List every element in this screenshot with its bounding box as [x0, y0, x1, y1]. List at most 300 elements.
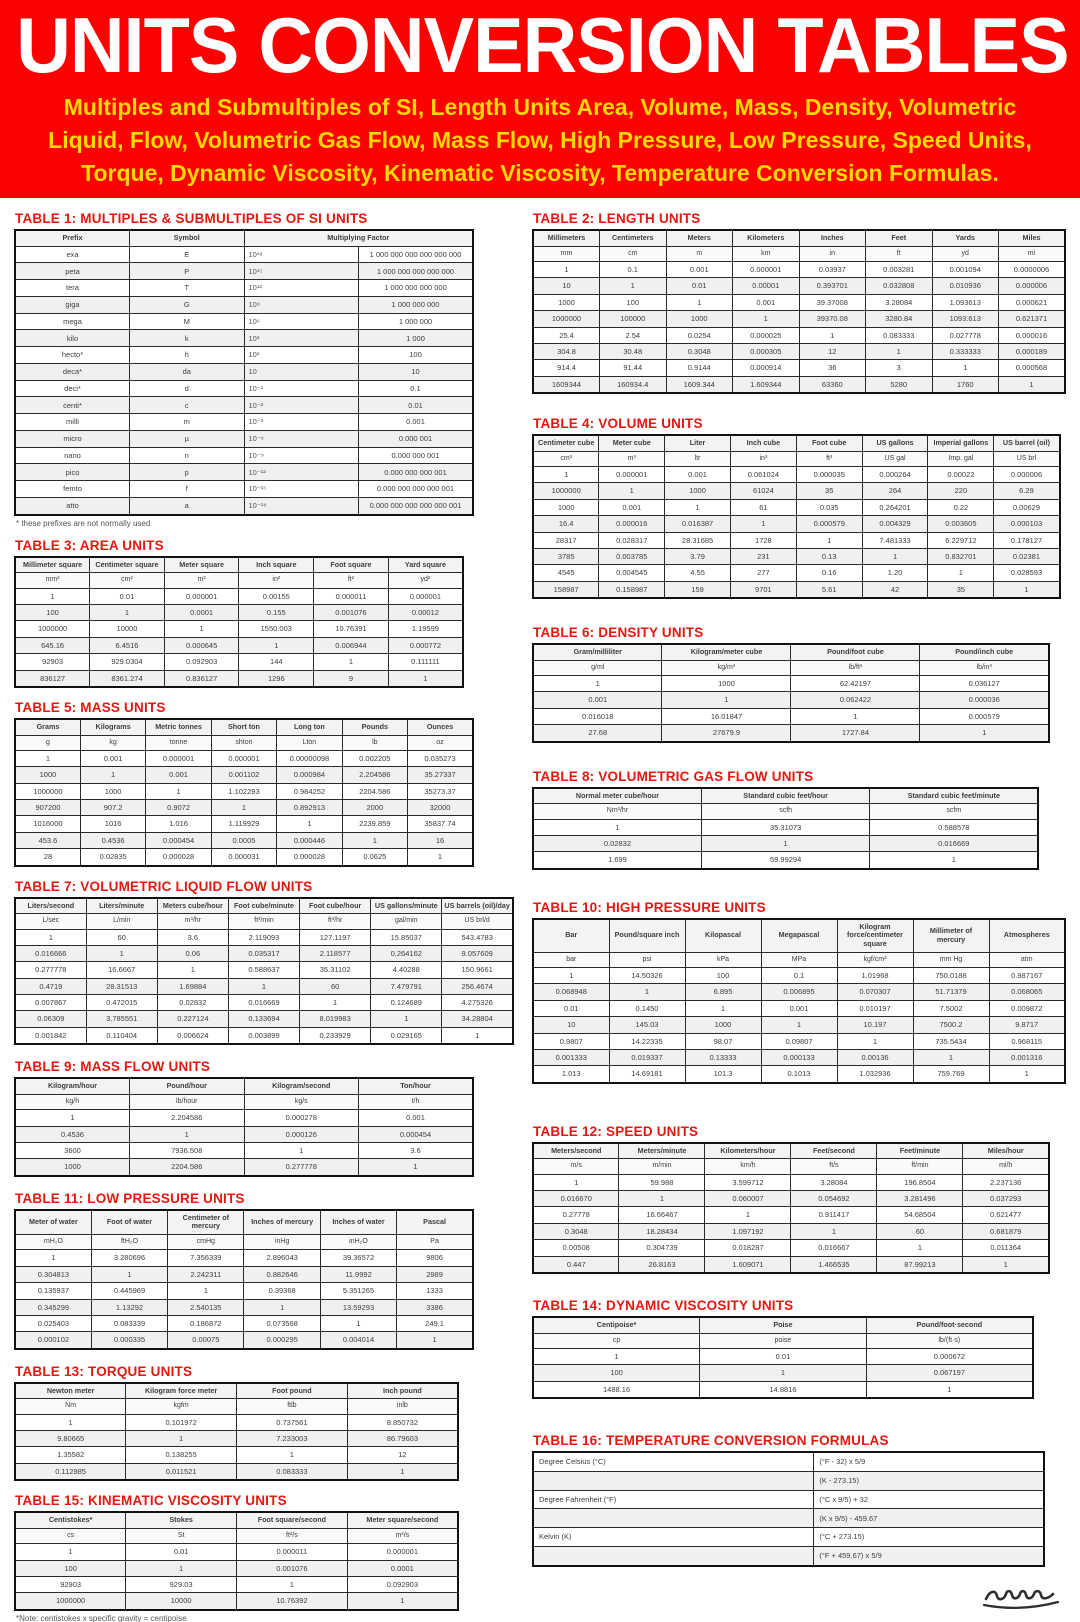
column-header: Foot square — [314, 557, 389, 573]
column-header: Meter cube — [599, 435, 665, 451]
cell: 10³ — [244, 330, 359, 347]
cell: 1.016 — [146, 816, 211, 832]
column-header: Pound/hour — [130, 1078, 245, 1094]
cell: 1000 — [533, 499, 599, 515]
cell: 304.8 — [533, 343, 600, 359]
cell: 0.681879 — [963, 1223, 1049, 1239]
cell: 0.000335 — [91, 1332, 167, 1349]
cell: 249.1 — [397, 1315, 473, 1331]
cell: 25.4 — [533, 327, 600, 343]
unit-symbol: m — [666, 246, 733, 261]
cell: 5.61 — [796, 581, 862, 598]
unit-symbol: g/ml — [533, 660, 662, 675]
unit-symbol: US gal — [862, 451, 928, 466]
table-row — [533, 483, 1060, 499]
cell: 0.9144 — [666, 360, 733, 376]
column-header: Inches of water — [320, 1210, 396, 1235]
cell: 0.000016 — [999, 327, 1066, 343]
unit-symbol: ft³/hr — [300, 914, 371, 929]
cell: 0.000011 — [314, 588, 389, 604]
column-header: Kilogram force meter — [126, 1383, 237, 1399]
cell: 0.4719 — [15, 978, 86, 994]
cell: m — [130, 414, 245, 431]
cell: 0.447 — [533, 1256, 619, 1273]
table-row — [15, 1011, 513, 1027]
cell: 7500.2 — [913, 1017, 989, 1033]
cell: 16.4 — [533, 516, 599, 532]
cell: 0.000006 — [999, 278, 1066, 294]
cell: 0.001094 — [932, 262, 999, 278]
cell: 9.057609 — [442, 945, 513, 961]
cell: 1 — [701, 836, 869, 852]
cell: 0.836127 — [164, 670, 239, 687]
cell: 0.000278 — [244, 1110, 359, 1126]
table-row — [15, 1283, 473, 1299]
cell: 10⁻⁶ — [244, 430, 359, 447]
cell: 0.984252 — [277, 783, 342, 799]
cell: 3785 — [533, 548, 599, 564]
column-header: Foot pound — [237, 1383, 348, 1399]
column-header: Miles — [999, 230, 1066, 246]
column-header: Centimeter of mercury — [168, 1210, 244, 1235]
cell: 1 — [870, 852, 1038, 869]
unit-symbol: mm² — [15, 573, 90, 588]
cell: 10⁻³ — [244, 414, 359, 431]
table-row — [15, 1463, 458, 1480]
cell: 7.5002 — [913, 1000, 989, 1016]
cell: 3.785551 — [86, 1011, 157, 1027]
cell: 0.016667 — [791, 1240, 877, 1256]
cell: 10 — [359, 363, 474, 380]
right-column — [532, 211, 1066, 1622]
cell: 1.609071 — [705, 1256, 791, 1273]
cell: 1 — [228, 978, 299, 994]
cell: 1 — [533, 968, 609, 984]
column-header: Miles/hour — [963, 1143, 1049, 1159]
symbol-row — [15, 1528, 458, 1543]
cell: 8.850732 — [347, 1414, 458, 1430]
table-block-liquid-flow — [14, 879, 514, 1046]
table-row — [533, 499, 1060, 515]
cell: 1000000 — [15, 621, 90, 637]
cell: 0.070307 — [837, 984, 913, 1000]
column-header: Millimeter square — [15, 557, 90, 573]
cell: 0.003785 — [599, 548, 665, 564]
table-row — [533, 262, 1065, 278]
cell: (°C x 9/5) + 32 — [814, 1490, 1044, 1509]
unit-symbol: m² — [164, 573, 239, 588]
symbol-row — [15, 573, 463, 588]
cell: 0.000011 — [237, 1544, 348, 1560]
column-header: Kilopascal — [685, 919, 761, 952]
cell: 3.79 — [665, 548, 731, 564]
column-header: Inches of mercury — [244, 1210, 320, 1235]
table-row — [533, 725, 1049, 742]
cell: 1 — [15, 1544, 126, 1560]
cell: 0.0001 — [347, 1560, 458, 1576]
cell: 0.016018 — [533, 708, 662, 724]
cell: 1 — [15, 1110, 130, 1126]
column-header: Gram/milliliter — [533, 644, 662, 660]
cell: 1093.613 — [932, 311, 999, 327]
table-row — [15, 1159, 473, 1176]
cell: 907.2 — [80, 800, 145, 816]
header-row — [533, 230, 1065, 246]
table-row — [15, 670, 463, 687]
cell: 12 — [799, 343, 866, 359]
cell: 0.061024 — [730, 467, 796, 483]
cell: pico — [15, 464, 130, 481]
cell: 0.16 — [796, 565, 862, 581]
cell: 1000 — [80, 783, 145, 799]
cell: 0.003281 — [866, 262, 933, 278]
table-11-title: TABLE 11: LOW PRESSURE UNITS — [15, 1190, 245, 1206]
table-row — [533, 1528, 1044, 1547]
column-header: Multiplying Factor — [244, 230, 473, 246]
unit-symbol: mi/h — [963, 1159, 1049, 1174]
cell: 0.02832 — [157, 995, 228, 1011]
cell: 0.083339 — [91, 1315, 167, 1331]
table-dynamic-viscosity-units — [532, 1316, 1034, 1399]
cell: exa — [15, 246, 130, 263]
cell: 1.35582 — [15, 1447, 126, 1463]
cell: femto — [15, 481, 130, 498]
cell: 7.481333 — [862, 532, 928, 548]
cell: 0.02835 — [80, 849, 145, 866]
cell: a — [130, 497, 245, 514]
cell: n — [130, 447, 245, 464]
cell: 4.275326 — [442, 995, 513, 1011]
table-row — [15, 313, 473, 330]
column-header: Atmospheres — [989, 919, 1065, 952]
unit-symbol: ft³/min — [228, 914, 299, 929]
cell: 0.264162 — [371, 945, 442, 961]
unit-symbol: m³/hr — [157, 914, 228, 929]
table-14-title: TABLE 14: DYNAMIC VISCOSITY UNITS — [533, 1297, 794, 1313]
table-row — [15, 280, 473, 297]
cell: 1 — [685, 1000, 761, 1016]
cell: 0.037293 — [963, 1191, 1049, 1207]
table-9-title: TABLE 9: MASS FLOW UNITS — [15, 1059, 211, 1075]
cell: 1.013 — [533, 1066, 609, 1083]
cell: 7.233003 — [237, 1431, 348, 1447]
cell: 158987 — [533, 581, 599, 598]
column-header: Pounds — [342, 719, 407, 735]
column-header: Bar — [533, 919, 609, 952]
cell: 1 — [796, 532, 862, 548]
column-header: Inch cube — [730, 435, 796, 451]
column-header: US barrel (oil) — [994, 435, 1060, 451]
unit-symbol: cm — [600, 246, 667, 261]
cell: 0.000914 — [733, 360, 800, 376]
column-header: Kilogram force/centimeter square — [837, 919, 913, 952]
cell: milli — [15, 414, 130, 431]
table-row — [533, 1066, 1065, 1083]
cell: 10⁻¹² — [244, 464, 359, 481]
cell: 0.016669 — [870, 836, 1038, 852]
cell: 4545 — [533, 565, 599, 581]
cell: 39.37008 — [799, 294, 866, 310]
cell: f — [130, 481, 245, 498]
cell: 9.80665 — [15, 1431, 126, 1447]
cell: 1 — [164, 621, 239, 637]
cell: 231 — [730, 548, 796, 564]
cell: 27.68 — [533, 725, 662, 742]
cell: (°F - 32) x 5/9 — [814, 1452, 1044, 1471]
cell: 0.002205 — [342, 750, 407, 766]
table-block-kinematic-viscosity — [14, 1493, 514, 1622]
subtitle-line-3: Torque, Dynamic Viscosity, Kinematic Viscosity, Temperature Conversion Formulas. — [81, 159, 999, 186]
table-row — [533, 376, 1065, 393]
table-row — [15, 995, 513, 1011]
cell: 18.28434 — [619, 1223, 705, 1239]
cell: nano — [15, 447, 130, 464]
cell: 16.6667 — [86, 962, 157, 978]
cell: 1 — [799, 327, 866, 343]
column-header: Meters — [666, 230, 733, 246]
cell: 1 — [666, 294, 733, 310]
cell: 6.29 — [994, 483, 1060, 499]
cell: 0.003605 — [928, 516, 994, 532]
table-row — [15, 430, 473, 447]
cell: 1 — [533, 1174, 619, 1190]
cell: 61024 — [730, 483, 796, 499]
cell: 1000 — [15, 767, 80, 783]
unit-symbol: m²/s — [347, 1528, 458, 1543]
table-row — [15, 962, 513, 978]
cell: 60 — [877, 1223, 963, 1239]
column-header: Centipoise* — [533, 1317, 700, 1333]
column-header: Standard cubic feet/minute — [870, 788, 1038, 804]
unit-symbol: kgf/cm² — [837, 952, 913, 967]
column-header: Millimeter of mercury — [913, 919, 989, 952]
cell: 1 — [913, 1049, 989, 1065]
symbol-row — [533, 952, 1065, 967]
cell: 0.27778 — [533, 1207, 619, 1223]
cell: 1 — [533, 262, 600, 278]
cell: 1 — [866, 1381, 1033, 1398]
cell: 0.000984 — [277, 767, 342, 783]
table-7-title: TABLE 7: VOLUMETRIC LIQUID FLOW UNITS — [15, 878, 313, 894]
cell: 16 — [408, 832, 473, 848]
header-row — [15, 1512, 458, 1528]
unit-symbol: kg/m³ — [662, 660, 791, 675]
cell: 28 — [15, 849, 80, 866]
cell: 54.68504 — [877, 1207, 963, 1223]
cell: 453.6 — [15, 832, 80, 848]
cell: 1 000 000 000 000 000 000 — [359, 246, 474, 263]
cell: 0.000 001 — [359, 430, 474, 447]
cell: centi* — [15, 397, 130, 414]
cell: 1 — [320, 1315, 396, 1331]
cell: 1 — [90, 605, 165, 621]
column-header: Stokes — [126, 1512, 237, 1528]
table-row — [15, 767, 473, 783]
column-header: Long ton — [277, 719, 342, 735]
cell: 0.158987 — [599, 581, 665, 598]
symbol-row — [533, 1333, 1033, 1348]
unit-symbol: kg/s — [244, 1094, 359, 1109]
table-row — [533, 327, 1065, 343]
unit-symbol: Nm — [15, 1399, 126, 1414]
cell: kilo — [15, 330, 130, 347]
unit-symbol: Imp. gal — [928, 451, 994, 466]
column-header: Liters/second — [15, 898, 86, 914]
column-header: Millimeters — [533, 230, 600, 246]
unit-symbol: tonne — [146, 735, 211, 750]
column-header: Pound/foot cube — [791, 644, 920, 660]
cell — [533, 1509, 814, 1528]
cell — [533, 1546, 814, 1565]
cell: 0.029165 — [371, 1027, 442, 1044]
cell: 0.22 — [928, 499, 994, 515]
cell: 8.019983 — [300, 1011, 371, 1027]
unit-symbol: ft² — [314, 573, 389, 588]
cell: 0.00155 — [239, 588, 314, 604]
cell: 2.242311 — [168, 1266, 244, 1282]
table-row — [15, 464, 473, 481]
table-block-gas-flow — [532, 769, 1066, 870]
cell: 8361.274 — [90, 670, 165, 687]
unit-symbol: MPa — [761, 952, 837, 967]
unit-symbol: ft — [866, 246, 933, 261]
cell: 27679.9 — [662, 725, 791, 742]
cell: 3600 — [15, 1143, 130, 1159]
column-header: Liters/minute — [86, 898, 157, 914]
header-row — [533, 435, 1060, 451]
column-header: Inch pound — [347, 1383, 458, 1399]
cell: 2.237136 — [963, 1174, 1049, 1190]
table-row — [15, 621, 463, 637]
cell: 0.0001 — [164, 605, 239, 621]
cell: 1 — [146, 783, 211, 799]
unit-symbol: bar — [533, 952, 609, 967]
cell: 1728 — [730, 532, 796, 548]
cell: 0.000001 — [146, 750, 211, 766]
cell: 0.000001 — [733, 262, 800, 278]
cell: 15.85037 — [371, 929, 442, 945]
unit-symbol: kPa — [685, 952, 761, 967]
cell: atto — [15, 497, 130, 514]
unit-symbol: US brl/d — [442, 914, 513, 929]
table-1-title: TABLE 1: MULTIPLES & SUBMULTIPLES OF SI UNITS — [15, 211, 368, 226]
cell: 1 — [239, 637, 314, 653]
cell: 0.027778 — [932, 327, 999, 343]
table-row — [533, 1349, 1033, 1365]
column-header: Inch square — [239, 557, 314, 573]
cell: 1 — [244, 1143, 359, 1159]
cell: 150.9661 — [442, 962, 513, 978]
table-row — [533, 708, 1049, 724]
cell: 1.093613 — [932, 294, 999, 310]
table-row — [15, 363, 473, 380]
cell: 0.01 — [700, 1349, 867, 1365]
column-header: Feet — [866, 230, 933, 246]
column-header: Standard cubic feet/hour — [701, 788, 869, 804]
table-row — [533, 1223, 1049, 1239]
table-row — [533, 1240, 1049, 1256]
cell: 35273.37 — [408, 783, 473, 799]
table-row — [533, 278, 1065, 294]
cell: 0.001076 — [314, 605, 389, 621]
cell: 0.000579 — [796, 516, 862, 532]
cell: 0.472015 — [86, 995, 157, 1011]
cell: 1 — [928, 565, 994, 581]
cell: 1 — [244, 1299, 320, 1315]
column-header: Grams — [15, 719, 80, 735]
cell: 0.138255 — [126, 1447, 237, 1463]
unit-symbol: cm² — [90, 573, 165, 588]
symbol-row — [533, 451, 1060, 466]
cell: 1296 — [239, 670, 314, 687]
cell: 0.000 000 000 000 000 001 — [359, 497, 474, 514]
cell: 3.28084 — [866, 294, 933, 310]
cell: 7.356339 — [168, 1250, 244, 1266]
cell: 1 000 000 — [359, 313, 474, 330]
cell: 0.304739 — [619, 1240, 705, 1256]
cell: 1 — [15, 750, 80, 766]
unit-symbol: shton — [211, 735, 276, 750]
table-row — [15, 605, 463, 621]
table-row — [15, 330, 473, 347]
cell: 0.009872 — [989, 1000, 1065, 1016]
cell: deci* — [15, 380, 130, 397]
cell: 26.8163 — [619, 1256, 705, 1273]
column-header: Foot cube/hour — [300, 898, 371, 914]
header-row — [533, 1143, 1049, 1159]
table-gas-flow-units — [532, 787, 1039, 870]
unit-symbol: atm — [989, 952, 1065, 967]
table-row — [15, 750, 473, 766]
column-header: Yard square — [388, 557, 463, 573]
table-row — [15, 978, 513, 994]
cell: 0.155 — [239, 605, 314, 621]
cell: 1 — [989, 1066, 1065, 1083]
symbol-row — [15, 1094, 473, 1109]
cell: 2000 — [342, 800, 407, 816]
table-5-title: TABLE 5: MASS UNITS — [15, 699, 166, 715]
cell: 0.4536 — [80, 832, 145, 848]
cell: 10⁹ — [244, 296, 359, 313]
cell: 1 — [733, 311, 800, 327]
table-block-temperature — [532, 1433, 1066, 1567]
cell: 1 — [533, 467, 599, 483]
column-header: Pound/square inch — [609, 919, 685, 952]
table-row — [533, 1452, 1044, 1471]
cell: 100 — [533, 1365, 700, 1381]
cell: 0.092903 — [164, 654, 239, 670]
cell: 929.03 — [126, 1577, 237, 1593]
cell: 1 000 000 000 000 — [359, 280, 474, 297]
cell: 0.186872 — [168, 1315, 244, 1331]
cell: 9.8717 — [989, 1017, 1065, 1033]
table-row — [533, 1490, 1044, 1509]
cell: 0.01 — [359, 397, 474, 414]
cell: 0.035273 — [408, 750, 473, 766]
cell: 0.621371 — [999, 311, 1066, 327]
cell: 0.000035 — [796, 467, 862, 483]
cell: 7.479791 — [371, 978, 442, 994]
column-header: US barrels (oil)/day — [442, 898, 513, 914]
cell: 1000 — [666, 311, 733, 327]
table-mass-flow-units — [14, 1077, 474, 1177]
cell: 1 — [791, 708, 920, 724]
cell: 1 000 000 000 — [359, 296, 474, 313]
cell: 0.001 — [599, 499, 665, 515]
cell: 0.060007 — [705, 1191, 791, 1207]
cell: 28317 — [533, 532, 599, 548]
cell: 0.000264 — [862, 467, 928, 483]
